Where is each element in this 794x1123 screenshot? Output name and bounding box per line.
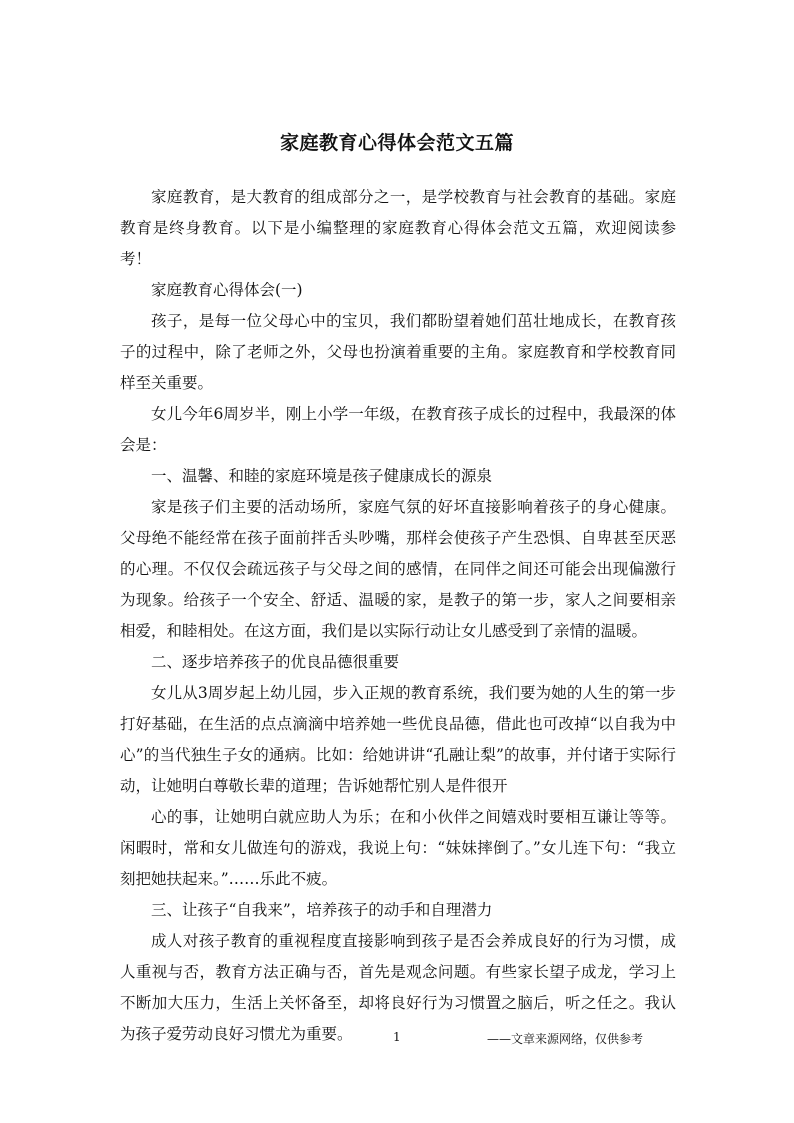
body-paragraph: 女儿从3周岁起上幼儿园，步入正规的教育系统，我们要为她的人生的第一步打好基础，在生活的点点滴滴中培养她一些优良品德，借此也可改掉“以自我为中心”的当代独生子女的通病。比如：给她讲讲“孔融让梨”的故事，并付诸于实际行动，让她明白尊敬长辈的道理；告诉她帮忙别人是件很开 [120, 684, 676, 795]
body-paragraph: 女儿今年6周岁半，刚上小学一年级，在教育孩子成长的过程中，我最深的体会是： [120, 405, 676, 454]
body-paragraph: 成人对孩子教育的重视程度直接影响到孩子是否会养成良好的行为习惯，成人重视与否，教育方法正确与否，首先是观念问题。有些家长望子成龙，学习上不断加大压力，生活上关怀备至，却将良好行为习惯置之脑后，听之任之。我认为孩子爱劳动良好习惯尤为重要。 [120, 932, 676, 1043]
body-paragraph: 家是孩子们主要的活动场所，家庭气氛的好坏直接影响着孩子的身心健康。父母绝不能经常在孩子面前拌舌头吵嘴，那样会使孩子产生恐惧、自卑甚至厌恶的心理。不仅仅会疏远孩子与父母之间的感情，在同伴之间还可能会出现偏激行为现象。给孩子一个安全、舒适、温暖的家，是教子的第一步，家人之间要相亲相爱，和睦相处。在这方面，我们是以实际行动让女儿感受到了亲情的温暖。 [120, 498, 676, 640]
body-paragraph: 心的事，让她明白就应助人为乐；在和小伙伴之间嬉戏时要相互谦让等等。闲暇时，常和女儿做连句的游戏，我说上句：“妹妹摔倒了。”女儿连下句：“我立刻把她扶起来。”……乐此不疲。 [120, 808, 676, 888]
intro-paragraph: 家庭教育，是大教育的组成部分之一，是学校教育与社会教育的基础。家庭教育是终身教育。以下是小编整理的家庭教育心得体会范文五篇，欢迎阅读参考！ [120, 188, 676, 268]
document-body [120, 182, 676, 1050]
document-title: 家庭教育心得体会范文五篇 [279, 132, 514, 154]
subheading: 二、逐步培养孩子的优良品德很重要 [151, 653, 400, 671]
subheading: 三、让孩子“自我来”，培养孩子的动手和自理潜力 [151, 901, 493, 919]
section-heading: 家庭教育心得体会(一) [151, 281, 303, 299]
footer-note: ——文章来源网络，仅供参考 [487, 1032, 644, 1046]
subheading: 一、温馨、和睦的家庭环境是孩子健康成长的源泉 [151, 467, 493, 485]
body-paragraph: 孩子，是每一位父母心中的宝贝，我们都盼望着她们茁壮地成长，在教育孩子的过程中，除了老师之外，父母也扮演着重要的主角。家庭教育和学校教育同样至关重要。 [120, 312, 676, 392]
page-number: 1 [393, 1030, 401, 1044]
